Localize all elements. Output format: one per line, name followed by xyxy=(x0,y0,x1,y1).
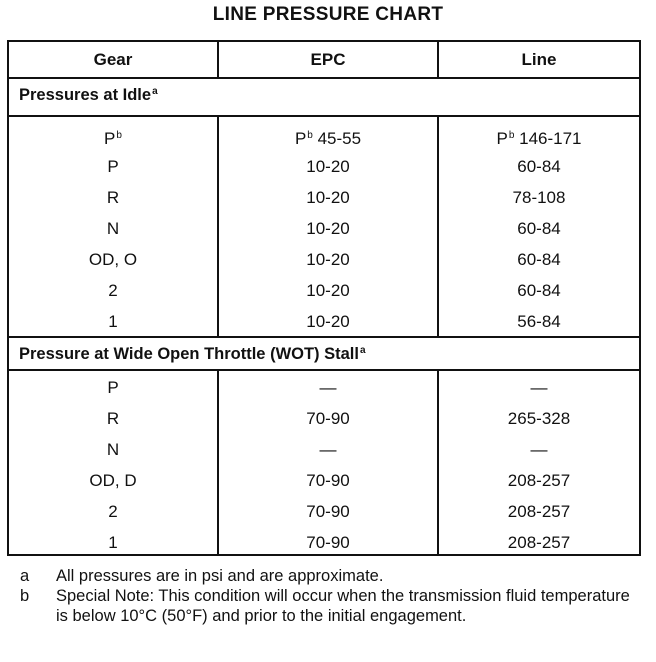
gear-cell: 2 xyxy=(108,502,118,521)
section-divider xyxy=(9,336,639,338)
epc-cell: 70-90 xyxy=(306,471,350,490)
gear-cell: R xyxy=(106,188,120,207)
epc-cell: 70-90 xyxy=(306,409,350,428)
table-row xyxy=(9,120,639,151)
epc-cell: 10-20 xyxy=(306,281,350,300)
footnotes xyxy=(20,566,640,626)
table-row xyxy=(9,306,639,337)
line-cell: — xyxy=(530,378,548,397)
gear-cell: 2 xyxy=(108,281,118,300)
gear-cell: N xyxy=(106,219,120,238)
gear-cell: OD, D xyxy=(89,471,137,490)
gear-cell: R xyxy=(106,409,120,428)
table-row xyxy=(9,434,639,465)
page-title: LINE PRESSURE CHART xyxy=(212,4,444,25)
table-row xyxy=(9,403,639,434)
line-cell: 265-328 xyxy=(507,409,571,428)
section-divider xyxy=(9,369,639,371)
line-cell: 60-84 xyxy=(517,281,561,300)
epc-cell: 10-20 xyxy=(306,219,350,238)
line-cell: 208-257 xyxy=(507,471,571,490)
column-header-epc: EPC xyxy=(310,50,346,69)
line-cell: 208-257 xyxy=(507,533,571,552)
epc-cell: 10-20 xyxy=(306,250,350,269)
header-divider xyxy=(9,77,639,79)
line-cell: 60-84 xyxy=(517,219,561,238)
epc-cell: 10-20 xyxy=(306,157,350,176)
gear-cell: 1 xyxy=(108,312,118,331)
epc-cell: 70-90 xyxy=(306,502,350,521)
epc-cell: — xyxy=(319,378,337,397)
table-row xyxy=(9,496,639,527)
epc-cell: $P^b$ 45-55 xyxy=(294,129,362,148)
gear-cell: N xyxy=(106,440,120,459)
epc-cell: 10-20 xyxy=(306,312,350,331)
line-cell: $P^b$ 146-171 xyxy=(496,129,582,148)
line-cell: 56-84 xyxy=(517,312,561,331)
table-row xyxy=(9,372,639,403)
table-row xyxy=(9,244,639,275)
section-label-wot-stall: Pressure at Wide Open Throttle (WOT) Stall$^a$ xyxy=(19,345,366,363)
table-row xyxy=(9,151,639,182)
line-cell: — xyxy=(530,440,548,459)
column-header-line: Line xyxy=(521,50,557,69)
table-row xyxy=(9,465,639,496)
footnote xyxy=(20,586,640,626)
section-label-idle: Pressures at Idle$^a$ xyxy=(19,86,158,104)
epc-cell: 10-20 xyxy=(306,188,350,207)
line-cell: 208-257 xyxy=(507,502,571,521)
footnote xyxy=(20,566,640,586)
section-divider xyxy=(9,115,639,117)
gear-cell: P xyxy=(107,157,119,176)
table-row xyxy=(9,213,639,244)
footnote-text: Special Note: This condition will occur when the transmission fluid temperature is below 10°C (50°F) and prior to the initial engagement. xyxy=(56,587,630,625)
line-pressure-table xyxy=(7,40,641,556)
table-row xyxy=(9,275,639,306)
epc-cell: 70-90 xyxy=(306,533,350,552)
line-cell: 60-84 xyxy=(517,250,561,269)
footnote-marker: b xyxy=(20,587,30,605)
footnote-marker: a xyxy=(20,567,30,585)
line-cell: 78-108 xyxy=(512,188,566,207)
table-row xyxy=(9,182,639,213)
table-row xyxy=(9,527,639,558)
gear-cell: P xyxy=(107,378,119,397)
footnote-text: All pressures are in psi and are approximate. xyxy=(56,567,384,585)
column-header-gear: Gear xyxy=(93,50,133,69)
gear-cell: $P^b$ xyxy=(104,129,122,148)
gear-cell: OD, O xyxy=(88,250,138,269)
line-cell: 60-84 xyxy=(517,157,561,176)
gear-cell: 1 xyxy=(108,533,118,552)
column-divider xyxy=(437,42,439,78)
column-divider xyxy=(217,42,219,78)
epc-cell: — xyxy=(319,440,337,459)
